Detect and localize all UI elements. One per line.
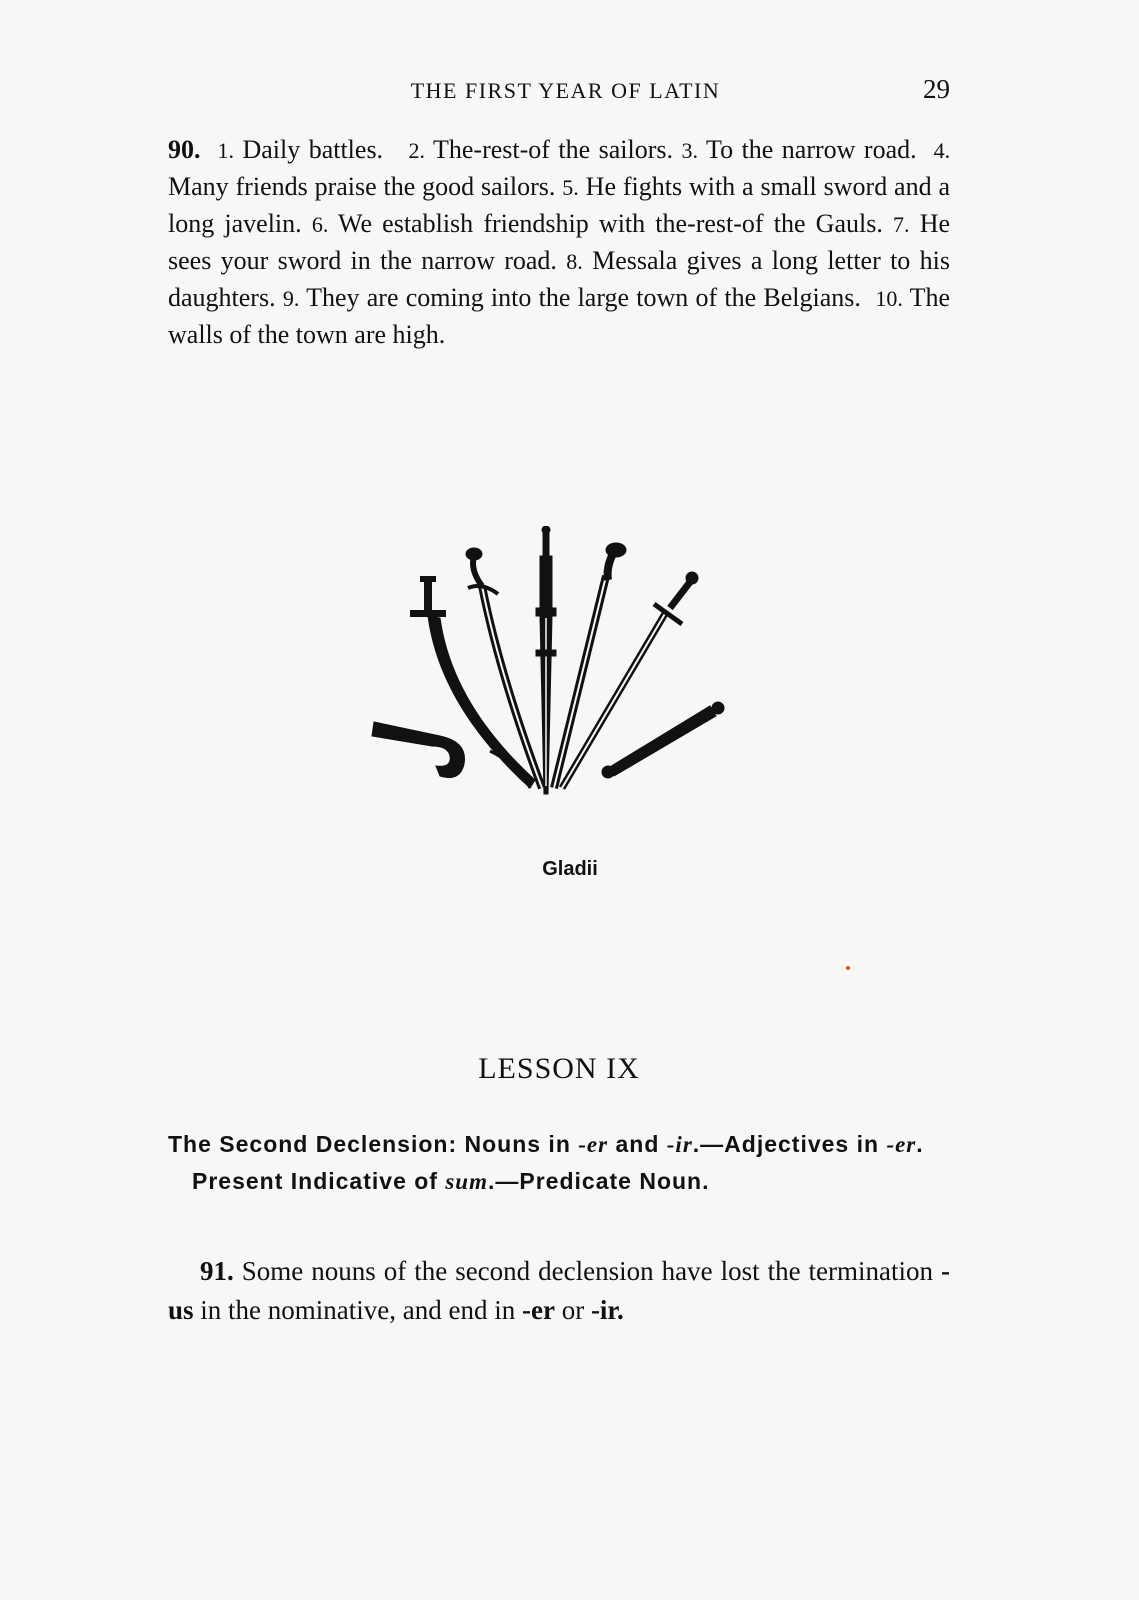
exercise-item: 8. Messala gives a long letter to his daughters.: [168, 246, 950, 312]
swords-illustration: [370, 526, 750, 826]
figure-caption: Gladii: [542, 858, 598, 880]
scimitar-icon: [410, 576, 535, 788]
page-header: [168, 74, 950, 105]
exercise-item: 1. Daily battles.: [217, 135, 384, 164]
page-number: 29: [923, 74, 950, 104]
lesson-subtitle: The Second Declension: Nouns in -er and -ir.—Adjectives in -er. Present Indicative of sum.—Predicate Noun.: [168, 1131, 924, 1194]
exercise-item: 7. He sees your sword in the narrow road.: [168, 209, 951, 275]
section-number: 91.: [200, 1256, 234, 1286]
exercise-item: 10. The walls of the town are high.: [168, 283, 951, 349]
exercise-item: 9. They are coming into the large town of the Belgians.: [282, 283, 861, 312]
sheathed-dagger-icon: [602, 702, 724, 778]
hook-hilt-icon: [372, 722, 465, 778]
section-91: 91. Some nouns of the second declension have lost the termination -us in the nominative, and end in -er or -ir.: [168, 1256, 951, 1325]
exercise-item: 6. We establish friendship with the-rest-of the Gauls.: [311, 209, 883, 238]
running-title: THE FIRST YEAR OF LATIN: [410, 78, 721, 103]
lesson-title: LESSON IX: [478, 1052, 640, 1085]
dagger-icon: [554, 543, 626, 788]
gladius-icon: [536, 526, 556, 794]
exercise-item: 4. Many friends praise the good sailors.: [168, 138, 951, 201]
exercise-item: 3. To the narrow road.: [681, 135, 917, 164]
exercise-item: 5. He fights with a small sword and a long javelin.: [168, 172, 951, 238]
exercise-item: 2. The-rest-of the sailors.: [408, 135, 674, 164]
exercise-90: [168, 132, 950, 353]
paper-speck: [846, 966, 850, 970]
exercise-number: 90.: [168, 135, 201, 164]
